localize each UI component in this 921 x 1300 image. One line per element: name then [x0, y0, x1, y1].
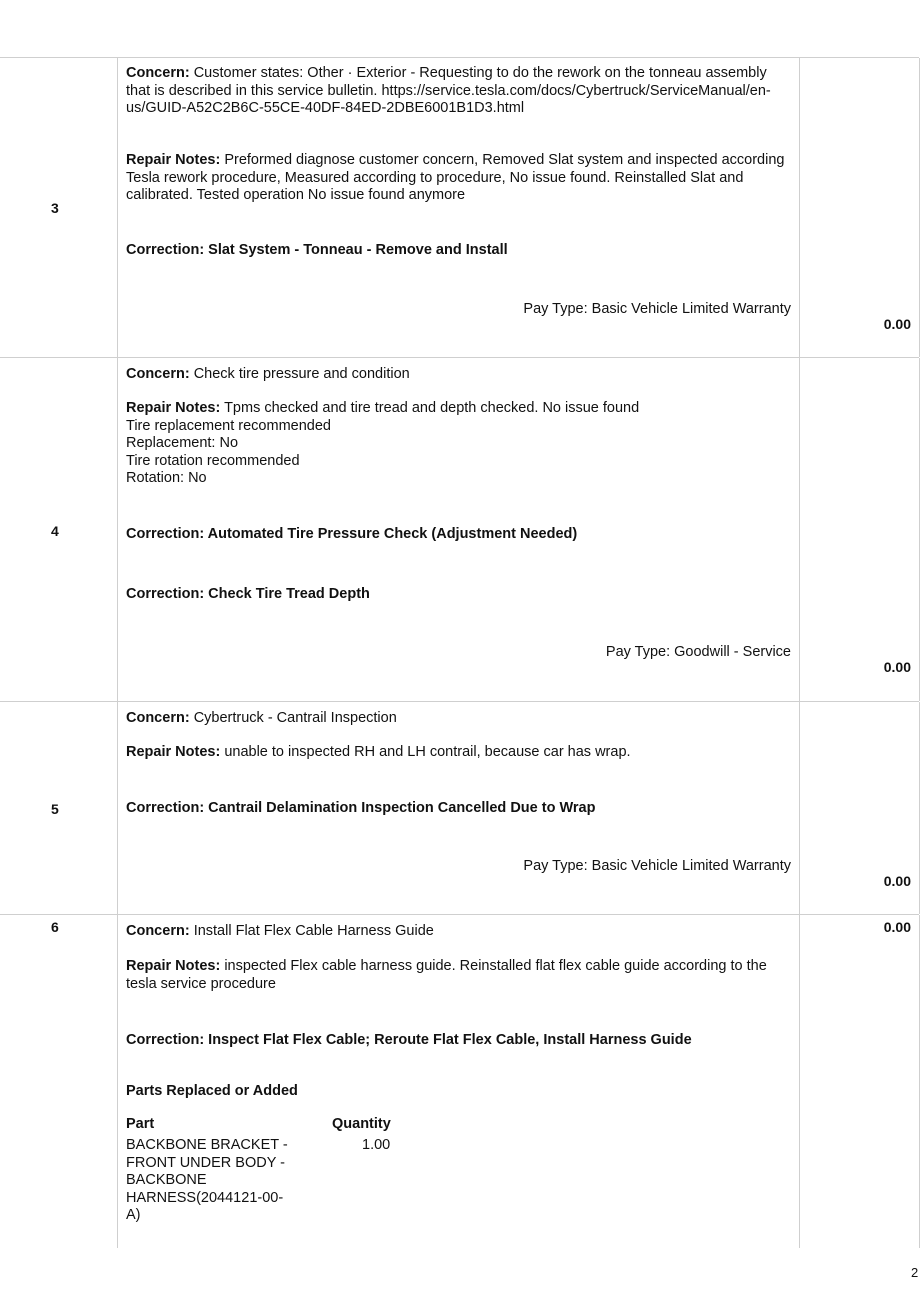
repair-notes-label: Repair Notes:	[126, 744, 221, 760]
line-number-cell	[0, 358, 117, 701]
repair-notes-line: Tire replacement recommended	[126, 417, 331, 434]
concern	[126, 710, 791, 728]
parts-header-part: Part	[126, 1116, 155, 1132]
part-description-line: A)	[126, 1207, 141, 1223]
table-row	[0, 915, 919, 1248]
line-number-cell	[0, 58, 117, 357]
page-number: 2	[911, 1265, 919, 1280]
repair-notes-text: unable to inspected RH and LH contrail, because car has wrap.	[224, 744, 631, 760]
repair-notes-line: Rotation: No	[126, 470, 207, 486]
line-number: 5	[51, 801, 59, 817]
part-description	[126, 1137, 306, 1225]
repair-notes	[126, 152, 791, 205]
concern-text: Check tire pressure and condition	[193, 366, 410, 382]
concern	[126, 65, 791, 118]
pay-type: Pay Type: Basic Vehicle Limited Warranty	[523, 301, 791, 317]
table-row	[0, 58, 919, 357]
amount-cell	[798, 58, 920, 357]
table-row	[0, 702, 919, 914]
concern-text: Install Flat Flex Cable Harness Guide	[193, 923, 434, 939]
amount: 0.00	[883, 873, 911, 889]
parts-section-title: Parts Replaced or Added	[126, 1083, 298, 1099]
repair-notes-label: Repair Notes:	[126, 152, 221, 168]
line-number: 4	[51, 523, 59, 539]
repair-notes	[126, 400, 791, 488]
table-row	[0, 358, 919, 701]
concern-text: Customer states: Other · Exterior - Requesting to do the rework on the tonneau assembly that is described in this service bulletin. https://service.tesla.com/docs/Cybertruck/ServiceManual/en-us/GUID-A52C2B6C-55CE-40DF-84ED-2DBE6001B1D3.html	[126, 65, 771, 116]
repair-notes-line: Tpms checked and tire tread and depth checked. No issue found	[224, 400, 640, 416]
repair-notes-label: Repair Notes:	[126, 400, 221, 416]
concern	[126, 923, 791, 941]
pay-type: Pay Type: Goodwill - Service	[605, 644, 791, 660]
concern-label: Concern:	[126, 923, 190, 939]
correction: Correction: Slat System - Tonneau - Remove and Install	[126, 242, 508, 258]
repair-notes-line: Tire rotation recommended	[126, 452, 300, 469]
line-detail-cell	[117, 58, 800, 357]
line-detail-cell	[117, 702, 800, 914]
pay-type: Pay Type: Basic Vehicle Limited Warranty	[523, 858, 791, 874]
part-description-line: FRONT UNDER BODY -	[126, 1154, 285, 1171]
repair-notes-text: inspected Flex cable harness guide. Reinstalled flat flex cable guide according to the tesla service procedure	[126, 958, 767, 992]
concern-label: Concern:	[126, 710, 190, 726]
repair-notes-label: Repair Notes:	[126, 958, 221, 974]
correction: Correction: Automated Tire Pressure Check (Adjustment Needed)	[126, 526, 578, 542]
concern-label: Concern:	[126, 366, 190, 382]
concern	[126, 366, 791, 384]
line-detail-cell	[117, 358, 800, 701]
line-number-cell	[0, 702, 117, 914]
part-quantity: 1.00	[362, 1137, 391, 1153]
line-number-cell	[0, 915, 117, 1248]
concern-label: Concern:	[126, 65, 190, 81]
part-description-line: HARNESS(2044121-00-	[126, 1189, 284, 1206]
correction: Correction: Cantrail Delamination Inspection Cancelled Due to Wrap	[126, 800, 596, 816]
amount: 0.00	[883, 316, 911, 332]
repair-notes-text: Preformed diagnose customer concern, Removed Slat system and inspected according Tesla rework procedure, Measured according to procedure, No issue found. Reinstalled Slat and calibrated. Tested operation No issue found anymore	[126, 152, 785, 203]
line-number: 3	[51, 200, 59, 216]
parts-header-quantity: Quantity	[332, 1116, 391, 1132]
part-description-line: BACKBONE BRACKET -	[126, 1137, 288, 1153]
part-description-line: BACKBONE	[126, 1172, 207, 1188]
correction: Correction: Inspect Flat Flex Cable; Reroute Flat Flex Cable, Install Harness Guide	[126, 1032, 692, 1048]
amount: 0.00	[883, 659, 911, 675]
line-detail-cell	[117, 915, 800, 1248]
repair-notes	[126, 744, 791, 762]
repair-notes-line: Replacement: No	[126, 435, 239, 451]
correction: Correction: Check Tire Tread Depth	[126, 586, 370, 602]
concern-text: Cybertruck - Cantrail Inspection	[193, 710, 397, 726]
amount-cell	[798, 702, 920, 914]
amount: 0.00	[883, 919, 911, 935]
line-number: 6	[51, 919, 59, 935]
repair-notes	[126, 958, 791, 993]
amount-cell	[798, 358, 920, 701]
amount-cell	[798, 915, 920, 1248]
